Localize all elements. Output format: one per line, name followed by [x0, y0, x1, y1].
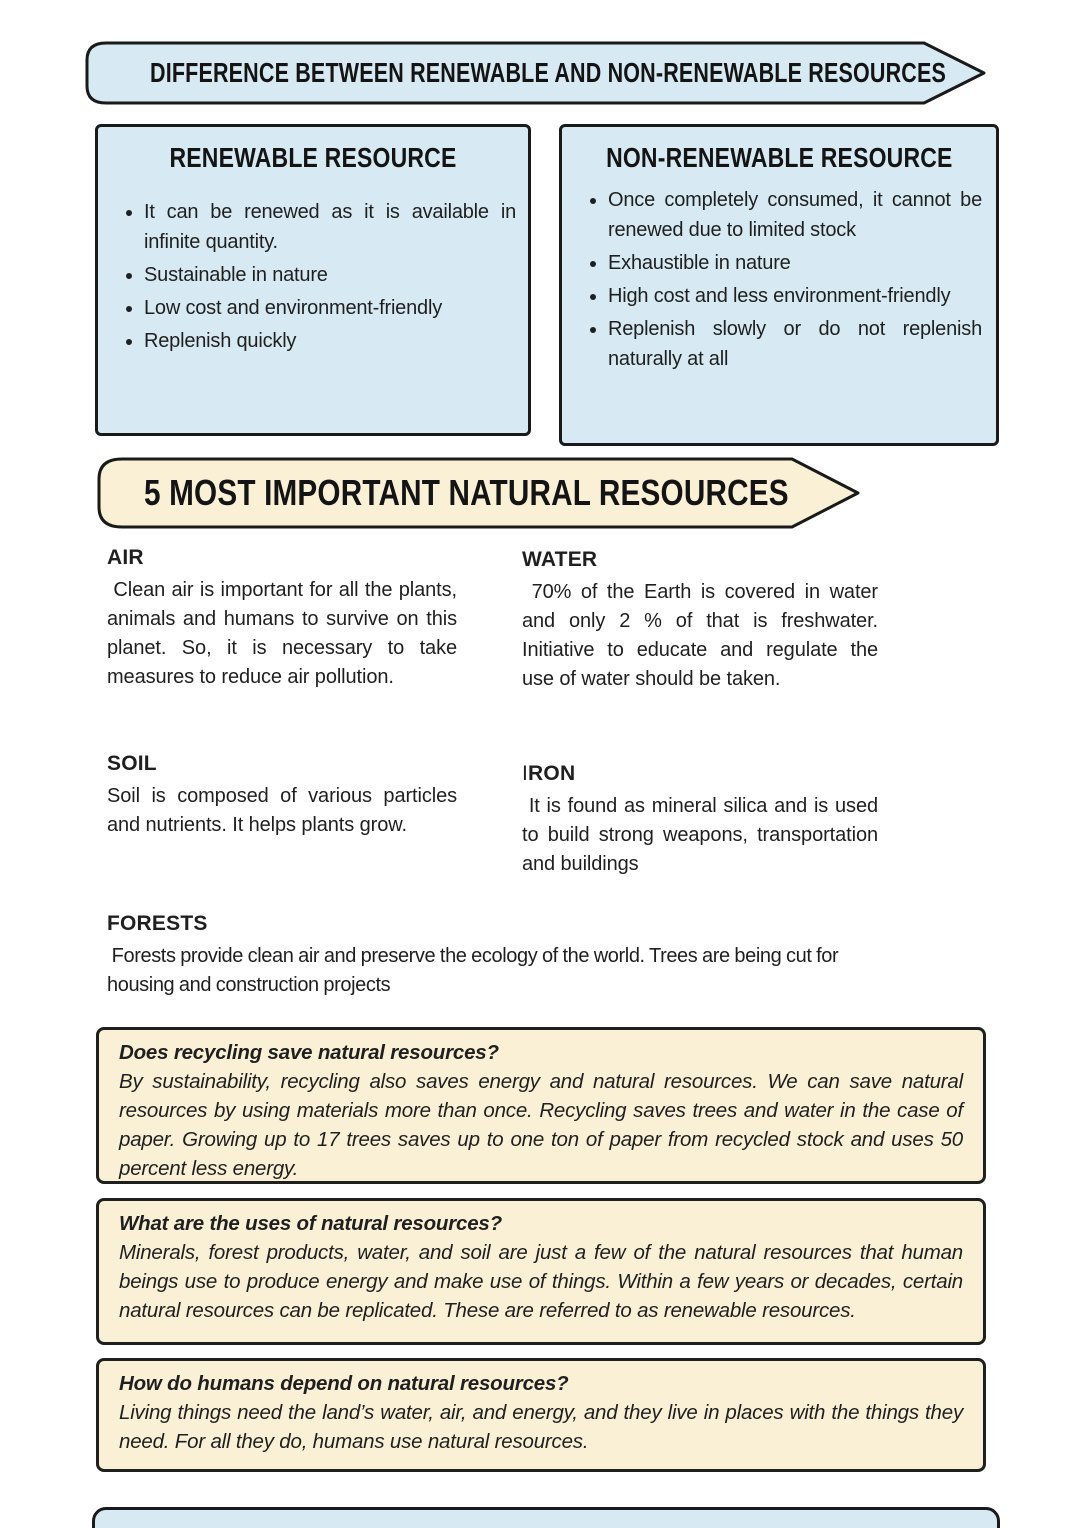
forests-text: Forests provide clean air and preserve the ecology of the world. Trees are being cut for housing and construction projects	[107, 945, 843, 996]
non-renewable-box-title-row	[570, 144, 988, 173]
renewable-bullet-list	[98, 197, 528, 356]
forests-heading: FORESTS	[107, 912, 208, 935]
air-heading: AIR	[107, 546, 144, 569]
iron-heading	[522, 762, 878, 786]
bullet-item: • Sustainable in nature	[144, 260, 516, 290]
faq-uses-box	[96, 1198, 986, 1345]
faq-answer: Minerals, forest products, water, and soil are just a few of the natural resources that human beings use to produce energy and make use of things. Within a few years or decades, certain natural resources can be replicated. These are referred to as renewable resources.	[119, 1241, 963, 1323]
natural-resources-title-wrap	[96, 456, 860, 530]
iron-heading-rest: RON	[528, 762, 576, 785]
iron-section	[522, 762, 884, 879]
non-renewable-bullet-list	[562, 185, 996, 374]
bullet-item: • Exhaustible in nature	[608, 248, 982, 278]
bullet-item: • Once completely consumed, it cannot be renewed due to limited stock	[608, 185, 982, 245]
faq-question: Does recycling save natural resources?	[119, 1041, 499, 1064]
renewable-box-title: RENEWABLE RESOURCE	[169, 142, 457, 174]
bullet-item: • High cost and less environment-friendly	[608, 281, 982, 311]
bullet-item: • Replenish quickly	[144, 326, 516, 356]
bullet-item: • Replenish slowly or do not replenish naturally at all	[608, 314, 982, 374]
page-title: DIFFERENCE BETWEEN RENEWABLE AND NON-RENEWABLE RESOURCES	[150, 56, 947, 89]
natural-resources-banner	[96, 456, 862, 530]
faq-answer: Living things need the land’s water, air, and energy, and they live in places with the things they need. For all they do, humans use natural resources.	[119, 1401, 963, 1454]
main-title-wrap	[84, 40, 1076, 106]
bullet-item: • Low cost and environment-friendly	[144, 293, 516, 323]
renewable-box-title-row	[106, 144, 520, 173]
air-section	[107, 546, 463, 692]
bullet-item: • It can be renewed as it is available in infinite quantity.	[144, 197, 516, 257]
non-renewable-box-title: NON-RENEWABLE RESOURCE	[605, 142, 953, 174]
non-renewable-resource-box	[559, 124, 999, 446]
iron-text: It is found as mineral silica and is used to build strong weapons, transportation and buildings	[522, 795, 884, 875]
water-text: 70% of the Earth is covered in water and only 2 % of that is freshwater. Initiative to educate and regulate the use of water should be taken.	[522, 581, 884, 690]
faq-recycling-box	[96, 1027, 986, 1184]
iron-heading-prefix: I	[522, 762, 529, 785]
forests-section	[107, 912, 891, 1000]
water-heading: WATER	[522, 548, 598, 571]
main-title-banner	[84, 40, 989, 106]
air-text: Clean air is important for all the plants, animals and humans to survive on this planet. So, it is necessary to take measures to reduce air pollution.	[107, 579, 463, 688]
next-section-box-partial	[92, 1507, 1000, 1528]
soil-text: Soil is composed of various particles and nutrients. It helps plants grow.	[107, 785, 463, 836]
natural-resources-title: 5 MOST IMPORTANT NATURAL RESOURCES	[144, 472, 789, 513]
soil-heading: SOIL	[107, 752, 157, 775]
faq-question: What are the uses of natural resources?	[119, 1212, 502, 1235]
water-section	[522, 548, 884, 694]
faq-question: How do humans depend on natural resources?	[119, 1372, 569, 1395]
faq-answer: By sustainability, recycling also saves energy and natural resources. We can save natural resources by using materials more than once. Recycling saves trees and water in the case of paper. Growing up to 17 trees saves up to one ton of paper from recycled stock and uses 50 percent less energy.	[119, 1070, 963, 1181]
soil-section	[107, 752, 463, 840]
renewable-resource-box	[95, 124, 531, 436]
faq-depend-box	[96, 1358, 986, 1472]
